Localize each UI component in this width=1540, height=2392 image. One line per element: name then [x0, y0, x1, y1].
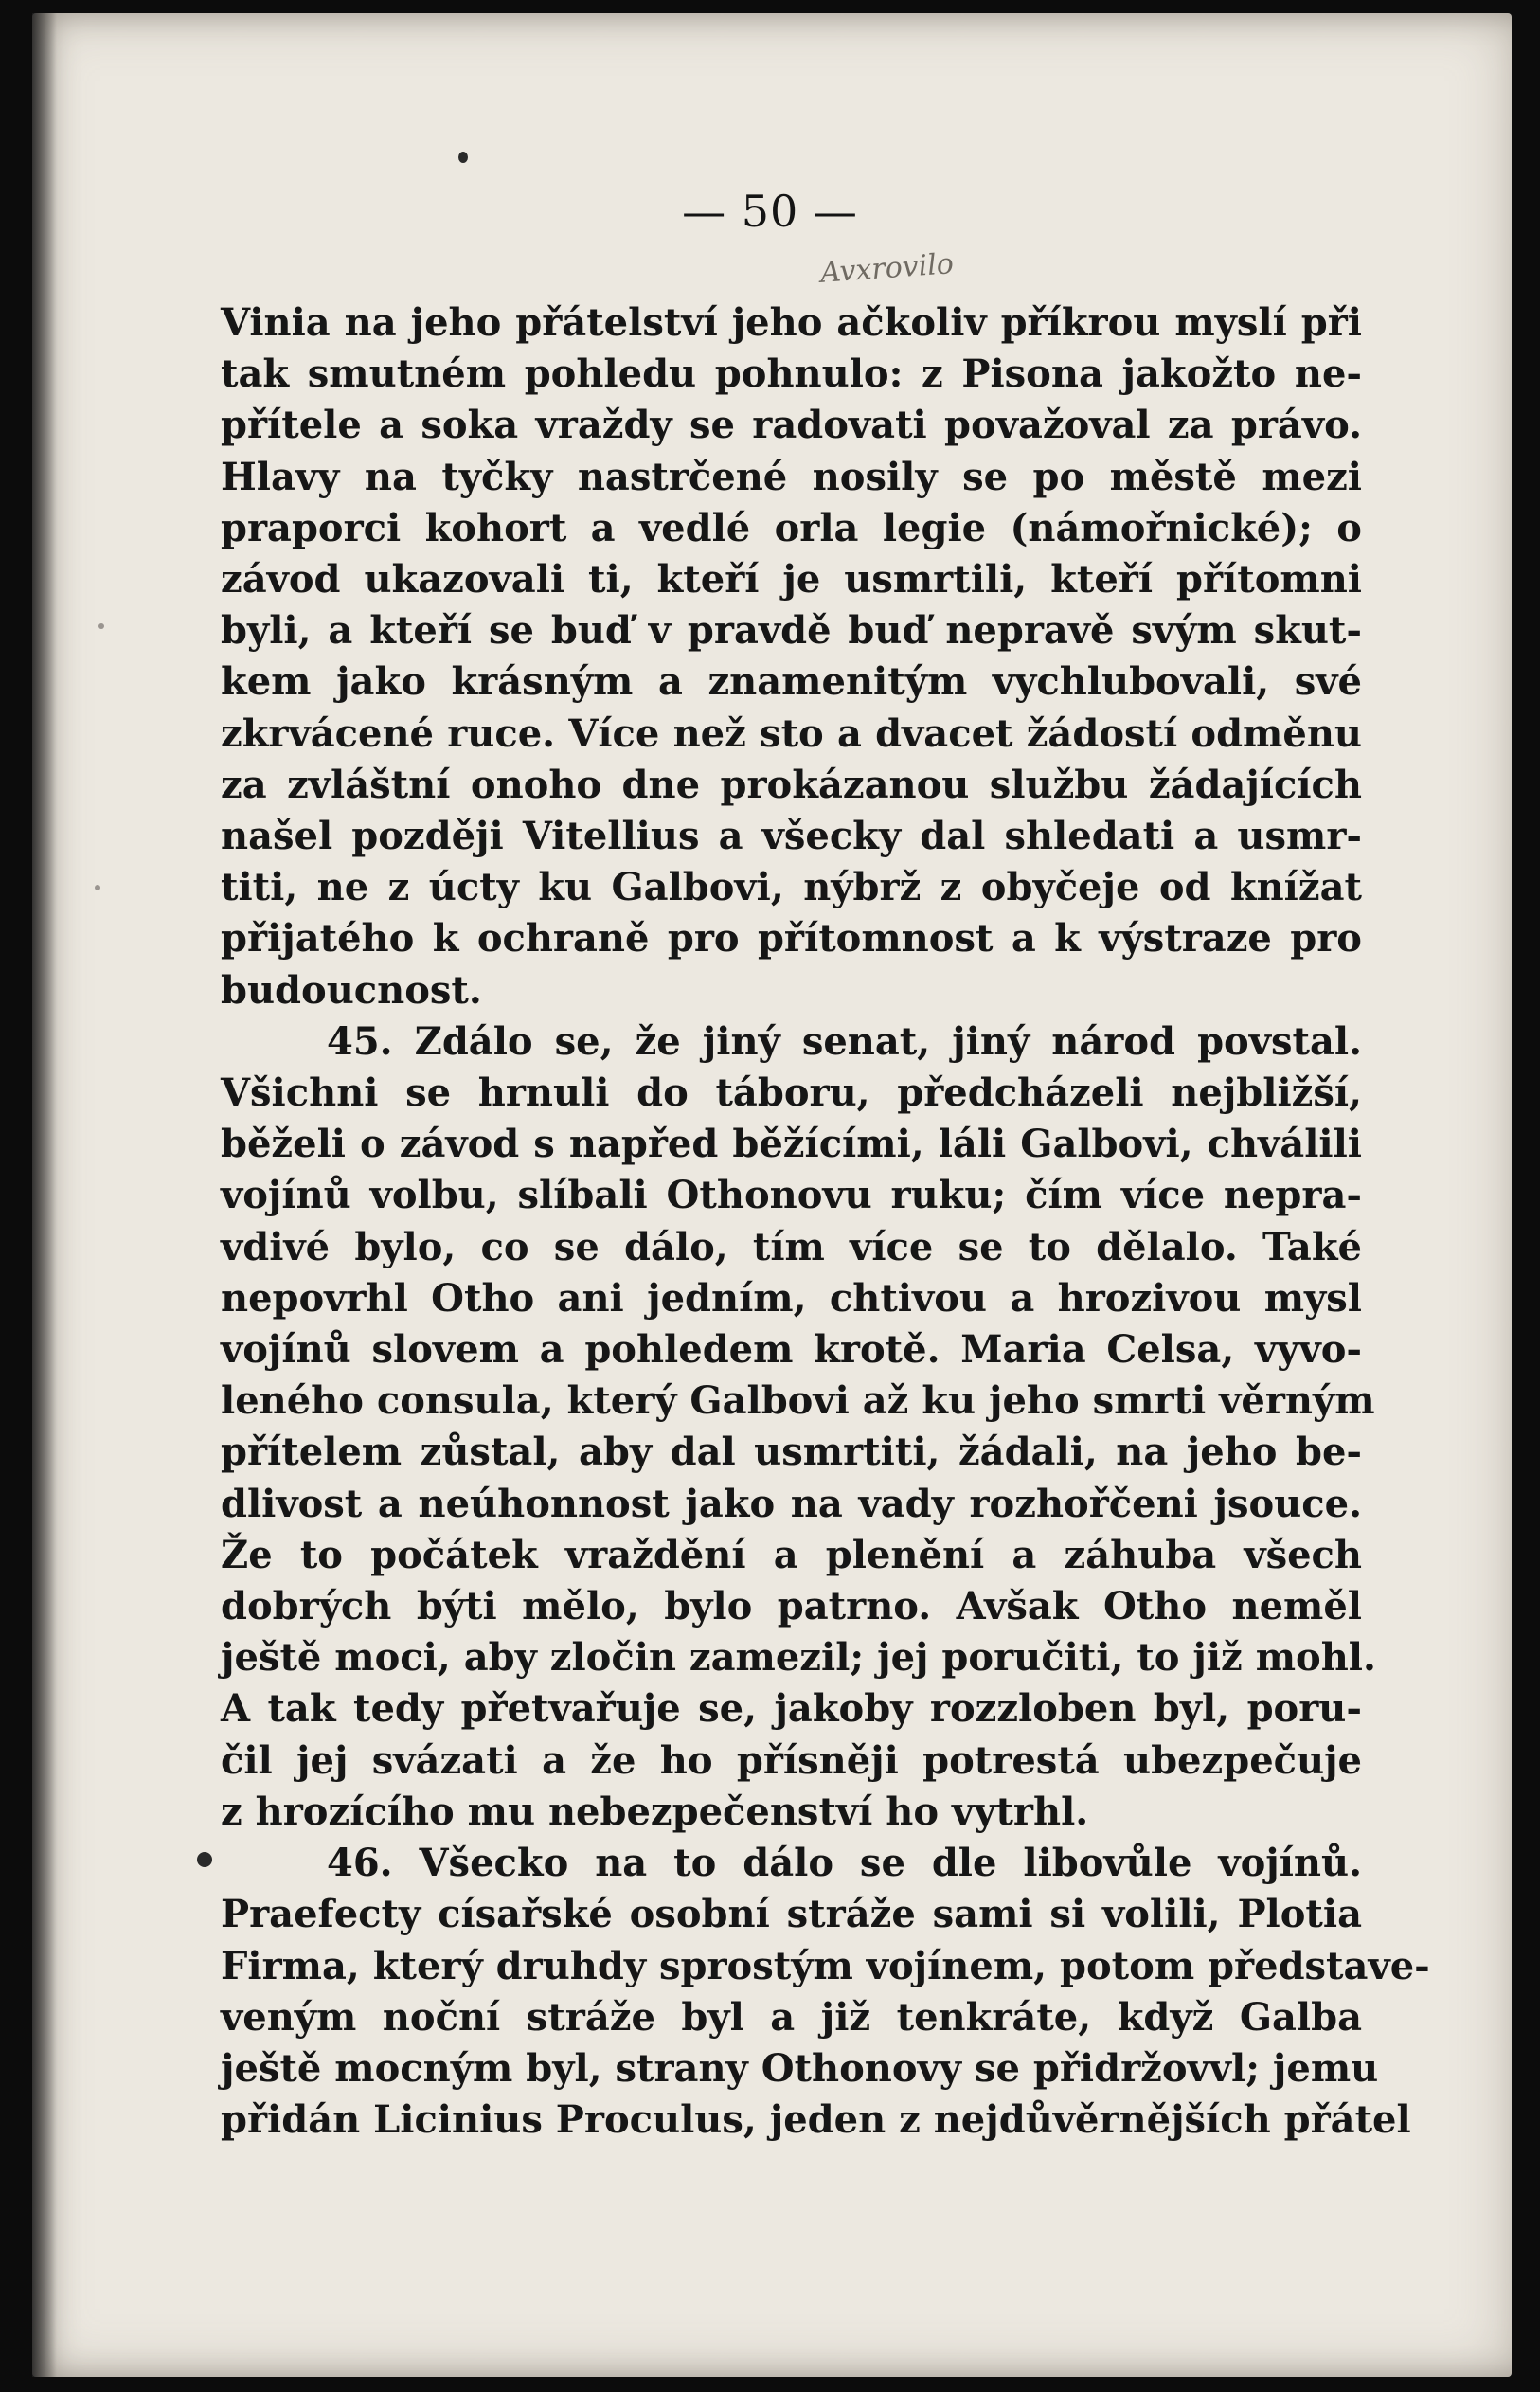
- paragraph-start-46: 46. Všecko na to dálo se dle libovůle vojínů.: [327, 1841, 1362, 1886]
- text-line: leného consula, který Galbovi až ku jeho smrti věrným: [221, 1378, 1375, 1424]
- handwritten-margin-note: Avxrovilo: [818, 247, 955, 290]
- text-line: budoucnost.: [221, 967, 482, 1013]
- text-line: přidán Licinius Proculus, jeden z nejdůvěrnějších přátel: [221, 2097, 1411, 2143]
- page-binding-shadow: [32, 13, 57, 2377]
- text-line: ještě moci, aby zločin zamezil; jej poručiti, to již mohl.: [221, 1635, 1376, 1681]
- text-line: titi, ne z úcty ku Galbovi, nýbrž z obyčeje od knížat: [221, 865, 1362, 910]
- text-line: nepovrhl Otho ani jedním, chtivou a hrozivou mysl: [221, 1275, 1362, 1321]
- text-line: přítelem zůstal, aby dal usmrtiti, žádali, na jeho be-: [221, 1430, 1362, 1475]
- ink-speck: [98, 623, 104, 629]
- text-line: běželi o závod s napřed běžícími, láli Galbovi, chválili: [221, 1122, 1362, 1167]
- text-line: za zvláštní onoho dne prokázanou službu žádajících: [221, 762, 1362, 807]
- text-line: ještě mocným byl, strany Othonovy se přidržovvl; jemu: [221, 2045, 1379, 2091]
- text-line: našel později Vitellius a všecky dal shledati a usmr-: [221, 814, 1362, 859]
- ink-speck: [95, 885, 100, 890]
- text-line: přítele a soka vraždy se radovati považoval za právo.: [221, 403, 1362, 448]
- ink-speck: [197, 1852, 212, 1867]
- page-number: — 50 —: [682, 186, 858, 237]
- text-line: byli, a kteří se buď v pravdě buď nepravě svým skut-: [221, 608, 1362, 654]
- body-text: [221, 297, 1430, 2146]
- text-line: vdivé bylo, co se dálo, tím více se to dělalo. Také: [221, 1224, 1362, 1269]
- text-line: vojínů volbu, slíbali Othonovu ruku; čím více nepra-: [221, 1173, 1362, 1218]
- text-line: kem jako krásným a znamenitým vychlubovali, své: [221, 659, 1362, 705]
- text-line: přijatého k ochraně pro přítomnost a k výstraze pro: [221, 916, 1362, 962]
- text-line: A tak tedy přetvařuje se, jakoby rozzloben byl, poru-: [221, 1686, 1362, 1732]
- text-line: Praefecty císařské osobní stráže sami si volili, Plotia: [221, 1892, 1362, 1937]
- text-line: zkrvácené ruce. Více než sto a dvacet žádostí odměnu: [221, 710, 1362, 756]
- text-line: Vinia na jeho přátelství jeho ačkoliv příkrou myslí při: [221, 300, 1362, 345]
- text-line: Že to počátek vraždění a plenění a záhuba všech: [221, 1532, 1362, 1577]
- text-line: Hlavy na tyčky nastrčené nosily se po městě mezi: [221, 454, 1362, 499]
- text-line: Firma, který druhdy sprostým vojínem, potom představe-: [221, 1943, 1430, 1988]
- text-line: čil jej svázati a že ho přísněji potrestá ubezpečuje: [221, 1737, 1362, 1783]
- text-line: závod ukazovali ti, kteří je usmrtili, kteří přítomni: [221, 557, 1362, 602]
- text-line: dlivost a neúhonnost jako na vady rozhořčeni jsouce.: [221, 1481, 1362, 1526]
- ink-speck: [458, 152, 468, 163]
- paragraph-start-45: 45. Zdálo se, že jiný senat, jiný národ povstal.: [327, 1018, 1362, 1064]
- text-line: vojínů slovem a pohledem krotě. Maria Celsa, vyvo-: [221, 1327, 1362, 1373]
- text-line: tak smutném pohledu pohnulo: z Pisona jakožto ne-: [221, 351, 1362, 397]
- text-line: praporci kohort a vedlé orla legie (námořnické); o: [221, 505, 1362, 550]
- text-line: z hrozícího mu nebezpečenství ho vytrhl.: [221, 1789, 1089, 1834]
- text-line: veným noční stráže byl a již tenkráte, když Galba: [221, 1994, 1362, 2040]
- text-line: Všichni se hrnuli do táboru, předcházeli nejbližší,: [221, 1070, 1362, 1116]
- text-line: dobrých býti mělo, bylo patrno. Avšak Otho neměl: [221, 1584, 1362, 1629]
